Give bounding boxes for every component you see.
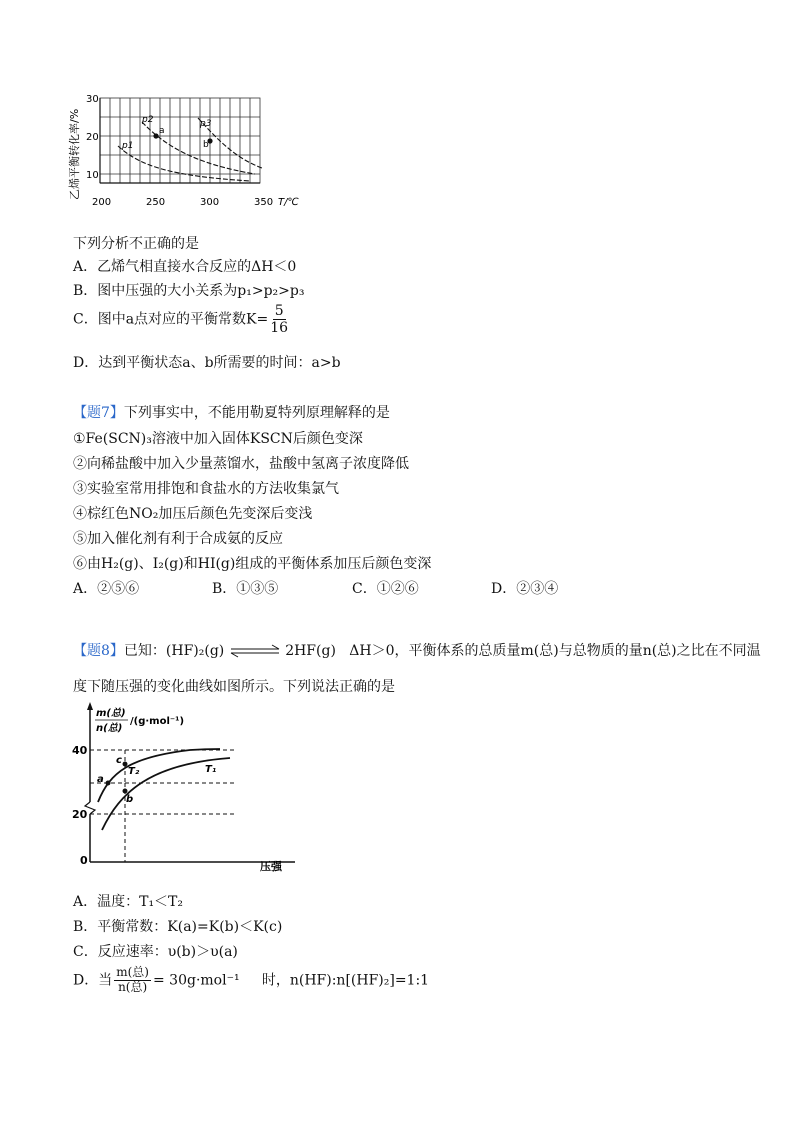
chart2-xlabel: 压强 (260, 860, 282, 873)
q8-option-d (73, 966, 429, 995)
label-p1: p1 (122, 141, 134, 151)
point-b-label: b (203, 140, 209, 150)
ytick-10: 10 (86, 170, 99, 181)
q8-option-d-value: = 30g·mol⁻¹ (152, 972, 240, 989)
label-p3: p3 (200, 119, 212, 129)
chart2-ylabel-den: n(总) (96, 723, 123, 734)
conversion-chart (70, 88, 310, 213)
chart1-ylabel: 乙烯平衡转化率/% (68, 108, 81, 200)
q6-option-b: B．图中压强的大小关系为p₁>p₂>p₃ (73, 283, 305, 299)
xtick-350: 350 (254, 197, 274, 208)
ytick-30: 30 (86, 94, 99, 105)
q8-option-c: C．反应速率：υ(b)＞υ(a) (73, 944, 238, 960)
point-a-label: a (159, 126, 165, 136)
label-t2: T₂ (128, 766, 140, 777)
chart2-origin: 0 (80, 854, 88, 867)
molar-mass-chart (70, 702, 310, 872)
q8-stem-dh: ΔH＞0，平衡体系的总质量m(总)与总物质的量n(总)之比在不同温 (349, 643, 761, 659)
q6-option-c-num: 5 (274, 303, 284, 319)
q8-option-d-prefix: D．当 (73, 972, 113, 989)
xtick-200: 200 (92, 197, 112, 208)
point-a-label: a (97, 774, 104, 785)
q8-stem-reactant: 已知：(HF)₂(g) (123, 643, 225, 659)
chart2-ylabel-num: m(总) (96, 708, 126, 719)
q7-option-c: C．①②⑥ (352, 581, 419, 597)
equilibrium-arrow-icon (229, 644, 281, 658)
q8-option-a: A．温度：T₁＜T₂ (73, 894, 184, 910)
point-c-label: c (116, 755, 122, 766)
q7-item-3: ③实验室常用排饱和食盐水的方法收集氯气 (73, 481, 339, 497)
label-t1: T₁ (205, 764, 217, 775)
q7-item-1: ①Fe(SCN)₃溶液中加入固体KSCN后颜色变深 (73, 431, 363, 447)
point-a (106, 781, 111, 786)
chart2-ylabel-unit: /(g·mol⁻¹) (130, 716, 185, 727)
q8-option-d-num: m(总) (116, 965, 149, 979)
q7-item-5: ⑤加入催化剂有利于合成氨的反应 (73, 531, 283, 547)
q6-option-a: A．乙烯气相直接水合反应的ΔH＜0 (73, 259, 297, 275)
point-a (153, 133, 158, 138)
xtick-250: 250 (146, 197, 166, 208)
q7-stem (73, 402, 390, 422)
q7-tag: 【题7】 (73, 405, 124, 421)
q7-item-2: ②向稀盐酸中加入少量蒸馏水，盐酸中氢离子浓度降低 (73, 456, 409, 472)
q6-stem: 下列分析不正确的是 (73, 236, 199, 252)
q8-option-d-fraction (114, 966, 151, 995)
q7-option-d: D．②③④ (491, 581, 559, 597)
point-b-label: b (126, 794, 134, 805)
q6-option-c-text: C．图中a点对应的平衡常数K= (73, 311, 269, 328)
chart1-xlabel: T/℃ (278, 197, 299, 208)
xtick-300: 300 (200, 197, 220, 208)
q8-option-d-den: n(总) (118, 979, 148, 994)
q7-stem-text: 下列事实中，不能用勒夏特列原理解释的是 (123, 405, 390, 421)
q8-tag: 【题8】 (73, 643, 124, 659)
ytick-40: 40 (72, 744, 88, 757)
q7-option-a: A．②⑤⑥ (73, 581, 140, 597)
q8-stem-line2: 度下随压强的变化曲线如图所示。下列说法正确的是 (73, 679, 395, 695)
q8-option-d-suffix: 时，n(HF):n[(HF)₂]=1:1 (261, 972, 430, 989)
label-p2: p2 (142, 115, 154, 125)
q6-option-c-den: 16 (270, 320, 289, 337)
ytick-20: 20 (72, 808, 88, 821)
q7-item-6: ⑥由H₂(g)、I₂(g)和HI(g)组成的平衡体系加压后颜色变深 (73, 556, 432, 572)
q7-option-b: B．①③⑤ (212, 581, 279, 597)
q8-option-b: B．平衡常数：K(a)=K(b)＜K(c) (73, 919, 283, 935)
ytick-20: 20 (86, 132, 99, 143)
q6-option-c-fraction (270, 303, 288, 336)
q7-item-4: ④棕红色NO₂加压后颜色先变深后变浅 (73, 506, 313, 522)
q8-stem-product: 2HF(g) (285, 643, 336, 659)
point-b (123, 789, 128, 794)
q6-option-c (73, 303, 290, 336)
point-c (123, 762, 128, 767)
q8-stem (73, 640, 761, 660)
q6-option-d: D．达到平衡状态a、b所需要的时间：a>b (73, 355, 341, 371)
